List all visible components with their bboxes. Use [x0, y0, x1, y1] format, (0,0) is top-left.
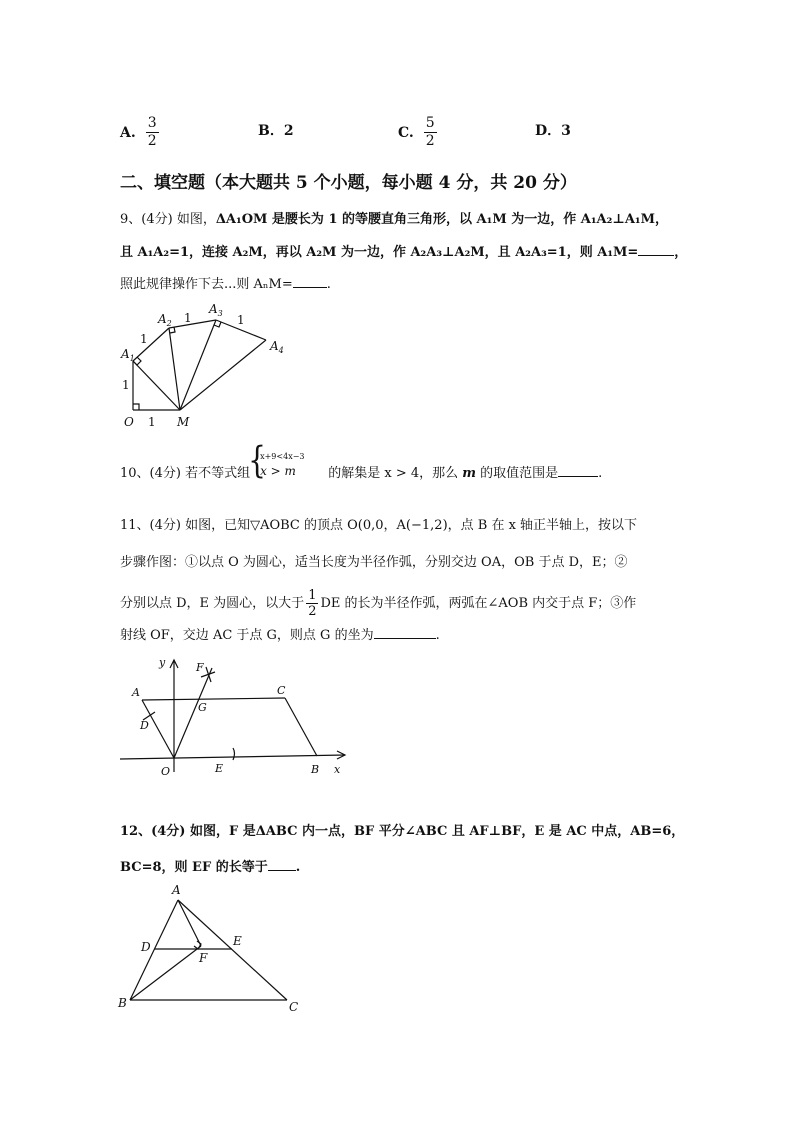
q11-line-4 [120, 624, 440, 643]
q11-text-4-end: . [435, 628, 440, 643]
label-o: O [124, 415, 134, 429]
option-c [398, 115, 437, 150]
q11-text-4: 射线 OF，交边 AC 于点 G，则点 G 的坐为 [120, 628, 374, 643]
label-a: A [132, 686, 140, 699]
segment-cb [285, 698, 317, 756]
label-e: E [215, 762, 224, 775]
segment-ac [142, 698, 285, 700]
q10-m: m [462, 466, 477, 481]
label-a4: $A_4$ [270, 339, 284, 355]
segment-a1m [133, 361, 180, 410]
option-c-label: C. [398, 124, 414, 141]
q9-line-3 [120, 273, 331, 292]
q11-half-denominator: 2 [308, 604, 317, 619]
q11-text-3a: 分别以点 D，E 为圆心，以大于 [120, 596, 305, 611]
label-a3a4-length: 1 [237, 313, 245, 327]
q11-half-numerator: 1 [308, 588, 317, 603]
option-c-denominator: 2 [425, 133, 435, 149]
q10-inequality-2: x > m [260, 464, 296, 478]
option-d [535, 120, 571, 140]
option-b-label: B．2 [258, 123, 294, 139]
q11-line-2: 步骤作图：①以点 O 为圆心，适当长度为半径作弧，分别交边 OA，OB 于点 D，E；② [120, 555, 628, 570]
q12-figure [110, 880, 310, 1015]
label-c: C [289, 1000, 299, 1014]
q10-brace: { [248, 438, 266, 482]
segment-a2a3 [169, 320, 216, 328]
label-a2: $A_2$ [158, 312, 172, 328]
label-a1a2-length: 1 [140, 332, 148, 346]
section-title: 二、填空题（本大题共 5 个小题，每小题 4 分，共 20 分） [120, 173, 577, 193]
label-g: G [198, 701, 207, 714]
arc-mark-e [233, 748, 235, 760]
segment-a3m [180, 320, 216, 410]
segment-a1a2 [133, 328, 169, 361]
option-a-fraction [146, 115, 159, 150]
q11-half-fraction [306, 588, 318, 619]
segment-ac [178, 900, 287, 1000]
right-angle-o [133, 404, 139, 410]
q10-line [120, 438, 603, 482]
q9-text-3-end: . [326, 277, 331, 292]
label-f: F [199, 951, 208, 965]
label-a1: $A_1$ [121, 347, 135, 363]
label-a: A [172, 883, 181, 897]
label-x: x [334, 763, 341, 776]
option-a-denominator: 2 [147, 133, 157, 149]
segment-a4m [180, 340, 266, 410]
q11-answer-blank[interactable] [374, 637, 436, 639]
label-y: y [159, 656, 166, 669]
label-b: B [311, 763, 320, 776]
q10-mid: 的解集是 x > 4，那么 [324, 466, 463, 481]
option-a-label: A. [120, 124, 136, 141]
q10-answer-blank[interactable] [558, 475, 598, 477]
q12-text-2: BC=8，则 EF 的长等于 [120, 860, 268, 875]
q10-end: . [598, 466, 603, 481]
label-a2a3-length: 1 [184, 311, 192, 325]
option-a-numerator: 3 [147, 115, 157, 131]
q9-text-1: ΔA₁OM 是腰长为 1 的等腰直角三角形，以 A₁M 为一边，作 A₁A₂⊥A₁M， [215, 212, 668, 227]
q9-figure [110, 300, 310, 435]
option-c-numerator: 5 [425, 115, 435, 131]
label-a3: $A_3$ [209, 302, 223, 318]
label-om-length: 1 [148, 415, 156, 429]
q9-answer-blank-2[interactable] [293, 286, 327, 288]
label-d: D [140, 719, 149, 732]
q11-line-3 [120, 588, 636, 619]
label-m: M [177, 415, 190, 429]
label-f: F [196, 661, 204, 674]
segment-af [178, 900, 201, 946]
segment-a2m [169, 328, 180, 410]
option-c-fraction [424, 115, 437, 150]
label-oa1-length: 1 [122, 378, 130, 392]
label-e: E [233, 934, 242, 948]
q10-prefix: 10、(4分) 若不等式组 [120, 466, 251, 481]
option-b [258, 120, 294, 140]
label-c: C [277, 684, 286, 697]
q9-line-2 [120, 241, 687, 260]
q11-line-1: 11、(4分) 如图，已知▽AOBC 的顶点 O(0,0，A(−1,2)，点 B 在 x 轴正半轴上，按以下 [120, 518, 638, 533]
q12-line-1: 12、(4分) 如图，F 是ΔABC 内一点，BF 平分∠ABC 且 AF⊥BF，E 是 AC 中点，AB=6， [120, 824, 685, 839]
segment-ab [130, 900, 178, 1000]
q10-inequality-1: x+9<4x−3 [260, 452, 305, 461]
q10-system [248, 438, 324, 482]
x-axis [120, 755, 345, 759]
q12-text-2-end: . [295, 860, 301, 875]
option-a [120, 115, 159, 150]
segment-bf [130, 946, 201, 1000]
label-b: B [118, 996, 127, 1010]
label-o: O [161, 765, 171, 778]
q11-figure [115, 652, 355, 782]
q12-line-2 [120, 856, 300, 875]
q9-line-1 [120, 208, 668, 227]
q9-number: 9、(4分) 如图， [120, 212, 216, 227]
q9-text-3: 照此规律操作下去...则 AₙM= [120, 277, 293, 292]
option-d-label: D．3 [535, 123, 571, 139]
q10-suffix: 的取值范围是 [476, 466, 559, 481]
right-angle-f [194, 941, 201, 949]
label-d: D [141, 940, 151, 954]
q11-text-3b: DE 的长为半径作弧，两弧在∠AOB 内交于点 F；③作 [320, 596, 637, 611]
q12-answer-blank[interactable] [268, 869, 296, 871]
q9-text-2: 且 A₁A₂=1，连接 A₂M，再以 A₂M 为一边，作 A₂A₃⊥A₂M，且 A₂A₃=1，则 A₁M= [120, 245, 639, 260]
q9-text-2-end: ， [674, 245, 688, 260]
q9-answer-blank-1[interactable] [638, 254, 674, 256]
